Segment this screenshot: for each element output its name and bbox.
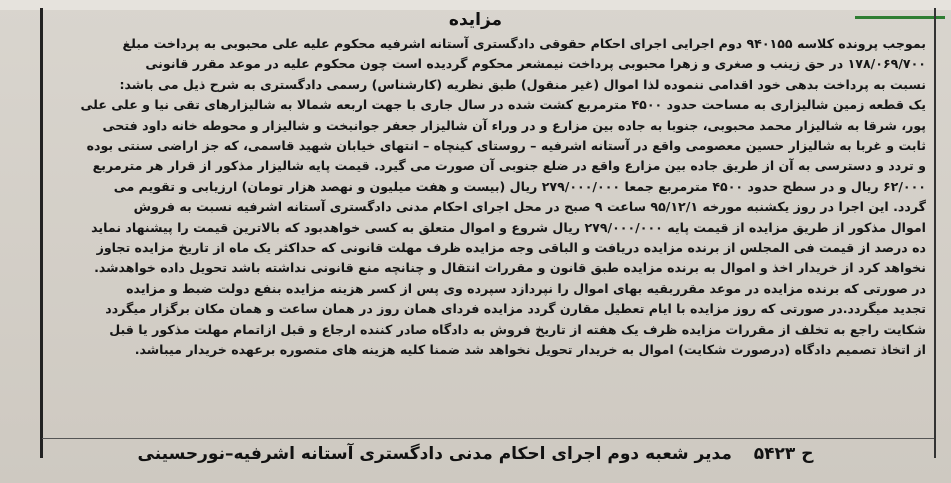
body-line: ثابت و غربا به شالیزار حسین معصومی واقع در آستانه اشرفیه – روستای کینچاه – انتهای خیابان شهید قاسمی، که جز اراضی سنتی بوده: [86, 138, 926, 154]
body-line: از اتخاذ تصمیم دادگاه (درصورت شکایت) اموال به خریدار تحویل نخواهد شد ضمنا کلیه هزینه های متصوره برعهده خریدار میباشد.: [134, 342, 926, 358]
body-line: ۱۷۸/۰۶۹/۷۰۰ در حق زینب و صغری و زهرا محبوبی پرداخت نیمشعر محکوم گردیده است چون محکوم علیه در موعد مقرر قانونی: [145, 56, 926, 72]
footer-rule: [42, 438, 934, 439]
body-line: نخواهد کرد از خریدار اخذ و اموال به برنده مزایده طبق قانون و مقررات انتقال و چنانچه منع قانونی نداشته باشد تحویل داده خواهدشد.: [94, 260, 926, 276]
body-line: نسبت به پرداخت بدهی خود اقدامی ننموده لذا اموال (غیر منقول) طبق نظریه (کارشناس) رسمی دادگستری به شرح ذیل می باشد:: [119, 76, 926, 92]
body-line: بموجب پرونده کلاسه ۹۴۰۱۵۵ دوم اجرایی اجرای احکام حقوقی دادگستری آستانه اشرفیه محکوم علیه علی محبوبی به پرداخت مبلغ: [122, 36, 926, 51]
notice-body: [50, 34, 926, 361]
notice-footer: [0, 444, 951, 464]
body-line: پور، شرقا به شالیزار محمد محبوبی، جنوبا به جاده بین مزارع و در وراء آن شالیزار جعفر جوانبخت و شالیزار و محوطه خانه داود فتحی: [102, 117, 926, 133]
body-line: گردد. این اجرا در روز یکشنبه مورخه ۹۵/۱۲/۱ ساعت ۹ صبح در محل اجرای احکام مدنی دادگستری آستانه اشرفیه نسبت به فروش: [133, 199, 926, 215]
body-line: یک قطعه زمین شالیزاری به مساحت حدود ۴۵۰۰ مترمربع کشت شده در سال جاری با جهت اربعه شمالا به شالیزارهای تقی نیا و علی علی: [80, 97, 926, 113]
body-line: تجدید میگردد.در صورتی که روز مزایده با ایام تعطیل مقارن گردد مزایده فردای همان روز در همان ساعت و همان مکان برگزار میگردد: [105, 301, 926, 317]
notice-code: ح ۵۴۲۳: [753, 444, 814, 464]
body-line: ۶۲/۰۰۰ ریال و در سطح حدود ۴۵۰۰ مترمربع جمعا ۲۷۹/۰۰۰/۰۰۰ ریال (بیست و هفت میلیون و نهصد هزار تومان) ارزیابی و تقویم می: [113, 178, 926, 194]
body-line: اموال مذکور از طریق مزایده از قیمت پایه ۲۷۹/۰۰۰/۰۰۰ ریال شروع و اموال متعلق به کسی خواهدبود که بالاترین قیمت را پیشنهاد نماید: [91, 219, 926, 235]
notice-title: مزایده: [448, 10, 503, 30]
issuer-signature: مدیر شعبه دوم اجرای احکام مدنی دادگستری آستانه اشرفیه–نورحسینی: [137, 444, 732, 464]
body-line: ده درصد از قیمت فی المجلس از برنده مزایده دریافت و الباقی وجه مزایده ظرف مهلت قانونی که حداکثر یک ماه از تاریخ مزایده تجاوز: [96, 240, 926, 256]
body-line: در صورتی که برنده مزایده در موعد مقرربقیه بهای اموال را نپردازد سپرده وی پس از کسر هزینه مزایده بنفع دولت ضبط و مزایده: [126, 280, 926, 296]
body-line: و تردد و دسترسی به آن از طریق جاده بین مزارع واقع در ضلع جنوبی آن صورت می گیرد. قیمت پایه شالیزار مذکور از قرار هر مترمربع: [92, 158, 926, 174]
body-line: شکایت راجع به تخلف از مقررات مزایده ظرف یک هفته از تاریخ فروش به دادگاه صادر کننده ارجاع و قبل ازاتمام مهلت مذکور یا قبل: [109, 321, 926, 337]
